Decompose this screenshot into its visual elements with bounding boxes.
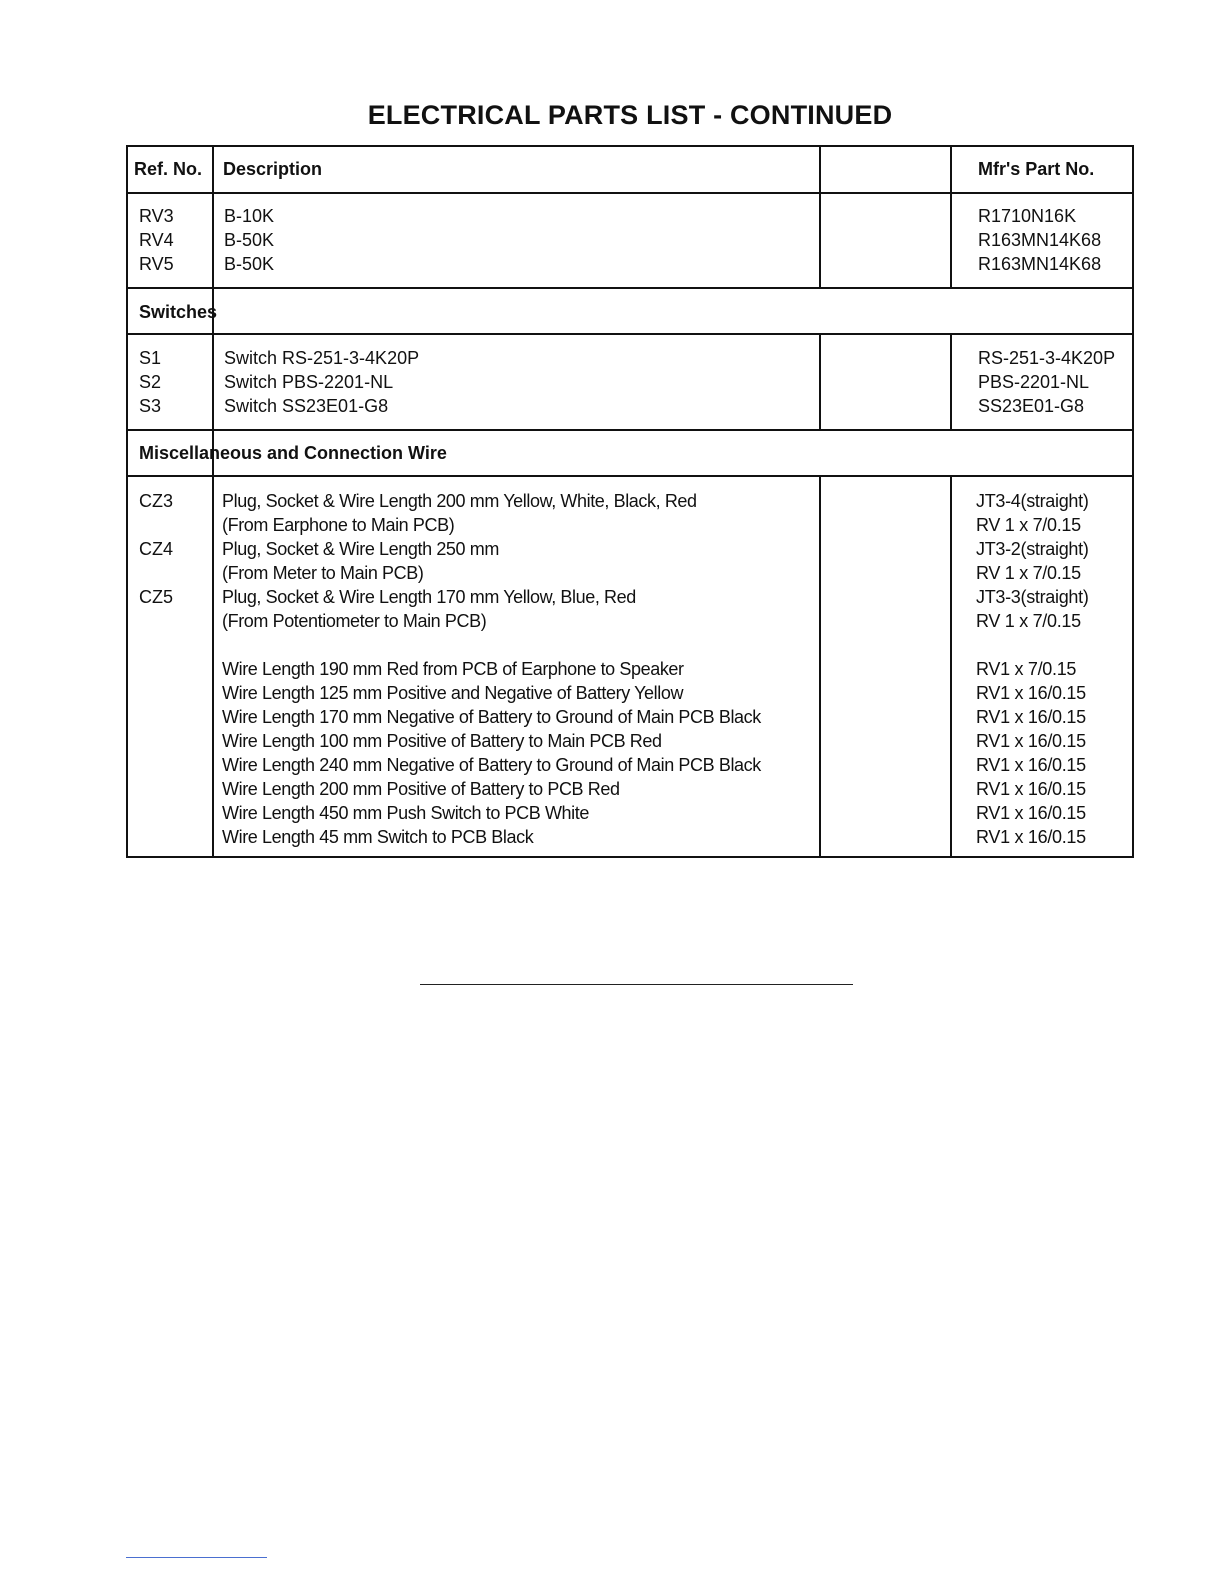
part-cell: RS-251-3-4K20P xyxy=(978,348,1116,368)
part-cell: R1710N16K xyxy=(978,206,1077,226)
description-cell: Wire Length 125 mm Positive and Negative of Battery Yellow xyxy=(222,683,684,703)
description-cell: Switch PBS-2201-NL xyxy=(224,372,394,392)
switch-parts xyxy=(978,346,1115,418)
part-cell: RV1 x 16/0.15 xyxy=(976,827,1086,847)
ref-cell: RV3 xyxy=(139,206,174,226)
description-column-divider xyxy=(819,147,821,287)
misc-heading: Miscellaneous and Connection Wire xyxy=(139,443,447,463)
description-cell: B-50K xyxy=(224,254,275,274)
part-cell: JT3-2(straight) xyxy=(976,539,1089,559)
description-note: (From Potentiometer to Main PCB) xyxy=(222,611,487,631)
description-cell: Wire Length 190 mm Red from PCB of Earphone to Speaker xyxy=(222,659,684,679)
description-cell: Wire Length 170 mm Negative of Battery to Ground of Main PCB Black xyxy=(222,707,761,727)
description-cell: Plug, Socket & Wire Length 170 mm Yellow, Blue, Red xyxy=(222,587,636,607)
ref-cell: CZ4 xyxy=(139,539,174,559)
description-cell: Wire Length 100 mm Positive of Battery to Main PCB Red xyxy=(222,731,662,751)
section-divider xyxy=(128,287,1132,289)
part-cell: RV1 x 16/0.15 xyxy=(976,755,1086,775)
part-cell: JT3-4(straight) xyxy=(976,491,1089,511)
part-cell: RV1 x 16/0.15 xyxy=(976,779,1086,799)
part-column-divider xyxy=(950,333,952,429)
pot-parts xyxy=(978,204,1101,276)
part-cell: JT3-3(straight) xyxy=(976,587,1089,607)
description-cell: Wire Length 45 mm Switch to PCB Black xyxy=(222,827,534,847)
part-cell: RV 1 x 7/0.15 xyxy=(976,515,1081,535)
switches-heading: Switches xyxy=(139,302,218,322)
description-note: (From Earphone to Main PCB) xyxy=(222,515,455,535)
switch-refs xyxy=(139,346,161,418)
section-divider xyxy=(128,475,1132,477)
header-description: Description xyxy=(223,159,323,179)
misc-parts xyxy=(976,489,1089,849)
description-cell: Plug, Socket & Wire Length 250 mm xyxy=(222,539,499,559)
description-cell: Wire Length 200 mm Positive of Battery to PCB Red xyxy=(222,779,620,799)
ref-cell: S1 xyxy=(139,348,162,368)
part-cell: RV1 x 7/0.15 xyxy=(976,659,1077,679)
part-cell: R163MN14K68 xyxy=(978,254,1102,274)
description-cell: Plug, Socket & Wire Length 200 mm Yellow, White, Black, Red xyxy=(222,491,697,511)
connector-refs xyxy=(139,489,173,609)
description-column-divider xyxy=(819,475,821,858)
header-mfr-part-no: Mfr's Part No. xyxy=(978,159,1095,179)
part-cell: PBS-2201-NL xyxy=(978,372,1090,392)
description-cell: Wire Length 240 mm Negative of Battery to Ground of Main PCB Black xyxy=(222,755,761,775)
part-cell: RV1 x 16/0.15 xyxy=(976,731,1086,751)
part-cell: R163MN14K68 xyxy=(978,230,1102,250)
header-divider xyxy=(128,192,1132,194)
ref-column-divider xyxy=(212,147,214,858)
description-cell: Switch RS-251-3-4K20P xyxy=(224,348,420,368)
description-note: (From Meter to Main PCB) xyxy=(222,563,424,583)
misc-descriptions xyxy=(222,489,761,849)
description-cell: B-50K xyxy=(224,230,275,250)
parts-table xyxy=(126,145,1134,858)
ref-cell: RV4 xyxy=(139,230,174,250)
part-cell: RV 1 x 7/0.15 xyxy=(976,563,1081,583)
part-column-divider xyxy=(950,475,952,858)
section-divider xyxy=(128,429,1132,431)
switch-descriptions xyxy=(224,346,419,418)
description-cell: B-10K xyxy=(224,206,275,226)
part-cell: RV 1 x 7/0.15 xyxy=(976,611,1081,631)
section-divider xyxy=(128,333,1132,335)
ref-cell: S2 xyxy=(139,372,162,392)
ref-cell: CZ3 xyxy=(139,491,174,511)
header-ref-no: Ref. No. xyxy=(134,159,203,179)
section-end-rule xyxy=(420,984,853,985)
pot-refs xyxy=(139,204,174,276)
description-cell: Switch SS23E01-G8 xyxy=(224,396,389,416)
description-column-divider xyxy=(819,333,821,429)
ref-cell: S3 xyxy=(139,396,162,416)
description-cell: Wire Length 450 mm Push Switch to PCB White xyxy=(222,803,589,823)
part-cell: RV1 x 16/0.15 xyxy=(976,803,1086,823)
part-cell: RV1 x 16/0.15 xyxy=(976,707,1086,727)
footer-rule xyxy=(126,1557,267,1558)
pot-descriptions xyxy=(224,204,274,276)
ref-cell: RV5 xyxy=(139,254,174,274)
ref-cell: CZ5 xyxy=(139,587,174,607)
part-cell: RV1 x 16/0.15 xyxy=(976,683,1086,703)
part-column-divider xyxy=(950,147,952,287)
part-cell: SS23E01-G8 xyxy=(978,396,1085,416)
page-title: ELECTRICAL PARTS LIST - CONTINUED xyxy=(367,100,893,130)
